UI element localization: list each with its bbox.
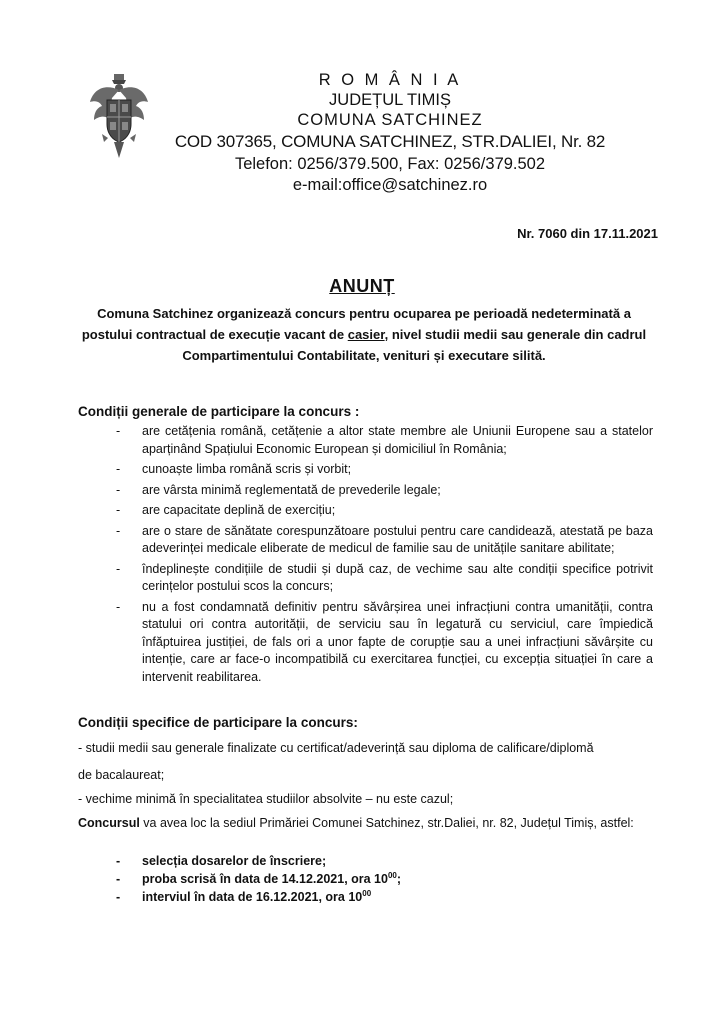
list-item: - cunoaște limba română scris și vorbit;: [116, 461, 653, 479]
specific-condition-line: - vechime minimă în specialitatea studiilor absolvite – nu este cazul;: [78, 792, 454, 806]
announcement-intro: [78, 303, 650, 366]
list-item: - nu a fost condamnată definitiv pentru săvârșirea unei infracțiuni contra umanității, contra statului ori contra autorității, de serviciu sau în legatură cu serviciul, care împiedică înfăptuirea justiției, de fals ori a unor fapte de corupție sau a unei infracțiuni săvârșite cu intenție, care ar face-o incompatibilă cu exercitarea funcției, cu excepția situației în care a intervenit reabilitarea.: [116, 599, 653, 687]
address-line: COD 307365, COMUNA SATCHINEZ, STR.DALIEI, Nr. 82: [174, 132, 606, 151]
general-conditions-list: [116, 423, 653, 689]
contest-step: [116, 870, 653, 888]
position-name: casier: [347, 327, 385, 342]
contest-location-text: [78, 815, 653, 832]
step-time-sup: 00: [362, 888, 372, 898]
list-item: - îndeplinește condițiile de studii și după caz, de vechime sau alte condiții specifice potrivit cerințelor postului scos la concurs;: [116, 561, 653, 596]
intro-text-before: Comuna Satchinez organizează concurs pentru ocuparea pe perioadă nedeterminată a postului contractual de execuție vacant de: [81, 306, 631, 342]
step-text: proba scrisă în data de 14.12.2021, ora 10: [142, 872, 388, 886]
specific-condition-line: - studii medii sau generale finalizate cu certificat/adeverință sau diploma de calificare/diplomă: [78, 741, 594, 755]
list-item: - are capacitate deplină de exercițiu;: [116, 502, 653, 520]
email-line: e-mail:office@satchinez.ro: [292, 176, 488, 194]
list-item: - are vârsta minimă reglementată de prevederile legale;: [116, 482, 653, 500]
page-title: ANUNȚ: [329, 276, 395, 296]
contest-steps-list: [116, 852, 653, 906]
contest-text: va avea loc la sediul Primăriei Comunei Satchinez, str.Daliei, nr. 82, Județul Timiș, astfel:: [139, 816, 634, 830]
specific-condition-line: de bacalaureat;: [78, 768, 165, 782]
contest-step: [116, 852, 653, 870]
list-item: - are o stare de sănătate corespunzătoare postului pentru care candidează, atestată pe baza adeverinței medicale eliberate de medicul de familie sau de unitățile sanitare abilitate;: [116, 523, 653, 558]
step-text: selecția dosarelor de înscriere;: [142, 854, 327, 868]
country-name: R O M Â N I A: [318, 71, 462, 89]
general-conditions-title: Condiții generale de participare la concurs :: [78, 404, 360, 419]
romania-coat-of-arms-icon: [88, 72, 150, 164]
county-name: JUDEȚUL TIMIȘ: [329, 91, 451, 109]
list-item: - are cetățenia română, cetățenie a altor state membre ale Uniunii Europene sau a statelor aparținând Spațiului Economic European și domiciliul în România;: [116, 423, 653, 458]
registration-number: Nr. 7060 din 17.11.2021: [517, 226, 658, 241]
contest-lead: Concursul: [78, 816, 140, 830]
step-time-sup: 00: [387, 870, 397, 880]
step-tail: ;: [396, 872, 402, 886]
phone-line: Telefon: 0256/379.500, Fax: 0256/379.502: [234, 155, 546, 173]
specific-conditions-title: Condiții specifice de participare la concurs:: [78, 715, 358, 730]
commune-name: COMUNA SATCHINEZ: [297, 111, 483, 129]
step-text: interviul în data de 16.12.2021, ora 10: [142, 890, 363, 904]
intro-text-after: , nivel studii medii sau generale din cadrul Compartimentului Contabilitate, venituri și executare silită.: [182, 327, 647, 363]
contest-step: [116, 888, 653, 906]
